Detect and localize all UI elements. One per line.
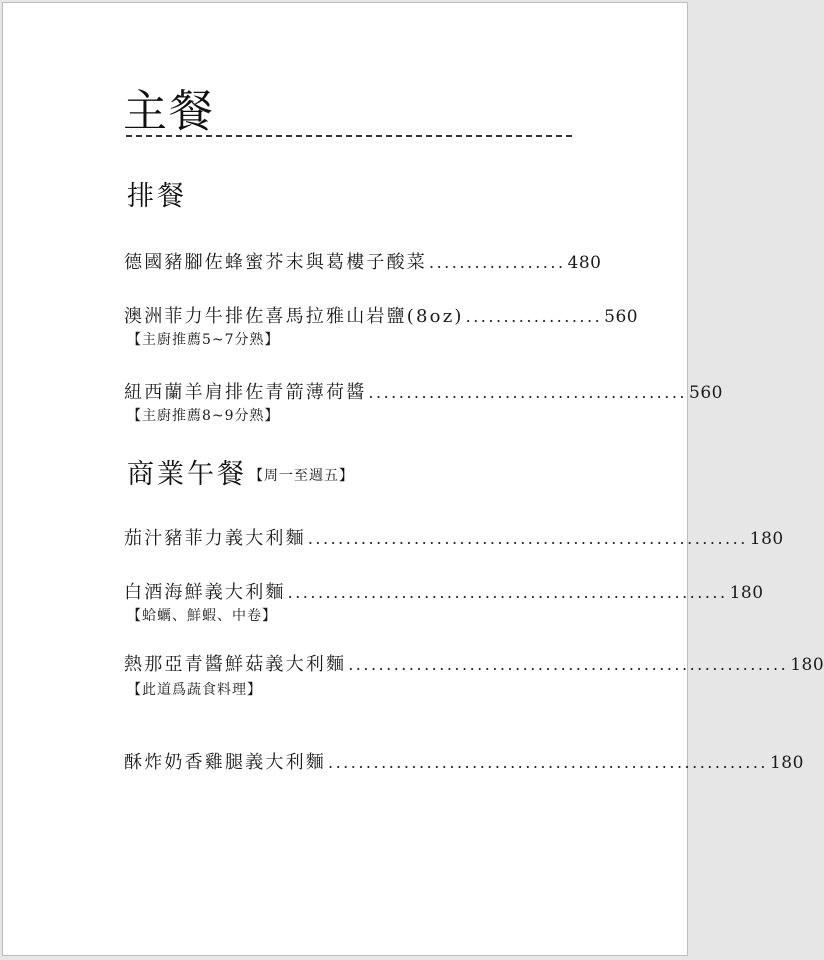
menu-item-price: 180 <box>769 753 804 773</box>
menu-item-note: 【此道爲蔬食料理】 <box>127 682 262 698</box>
menu-item-note: 【主廚推薦8~9分熟】 <box>127 408 280 424</box>
section-title-business-lunch <box>127 459 354 492</box>
menu-item-price: 480 <box>567 253 602 273</box>
section-title-steaks: 排餐 <box>127 181 187 212</box>
menu-item <box>124 381 723 405</box>
menu-item-note: 【主廚推薦5~7分熟】 <box>127 332 280 348</box>
menu-item-name: 熱那亞青醬鮮菇義大利麵 <box>124 654 347 675</box>
menu-item-name: 德國豬腳佐蜂蜜芥末與葛樓子酸菜 <box>124 252 427 273</box>
menu-item <box>124 527 784 551</box>
page-title: 主餐 <box>123 86 215 137</box>
dot-leader: .......................................................... <box>307 529 748 548</box>
dot-leader: .................. <box>465 307 603 326</box>
menu-item <box>124 581 764 605</box>
title-dashed-rule <box>126 135 572 137</box>
menu-item-price: 180 <box>790 655 824 675</box>
menu-item-note: 【蛤蠣、鮮蝦、中卷】 <box>127 608 277 624</box>
section-subtitle-note: 【周一至週五】 <box>249 468 354 484</box>
menu-item-name: 白酒海鮮義大利麵 <box>124 582 286 603</box>
menu-item-name: 紐西蘭羊肩排佐青箭薄荷醬 <box>124 382 367 403</box>
menu-item-price: 180 <box>729 583 764 603</box>
menu-item-name: 酥炸奶香雞腿義大利麵 <box>124 752 326 773</box>
menu-item-name: 澳洲菲力牛排佐喜馬拉雅山岩鹽(8oz) <box>124 306 464 327</box>
menu-page <box>2 2 824 956</box>
menu-item-price: 560 <box>689 383 723 403</box>
dot-leader: .......................................... <box>368 383 688 402</box>
dot-leader: .......................................................... <box>287 583 728 602</box>
menu-item <box>124 751 804 775</box>
menu-item <box>124 251 602 275</box>
dot-leader: .................. <box>429 253 566 272</box>
dot-leader: .......................................................... <box>348 655 789 674</box>
menu-item-price: 180 <box>749 529 784 549</box>
menu-item <box>124 653 824 677</box>
menu-item-name: 茄汁豬菲力義大利麵 <box>124 528 306 549</box>
menu-item <box>124 305 639 329</box>
section-title-text: 商業午餐 <box>127 459 247 490</box>
menu-item-price: 560 <box>604 307 639 327</box>
dot-leader: .......................................................... <box>328 753 768 772</box>
